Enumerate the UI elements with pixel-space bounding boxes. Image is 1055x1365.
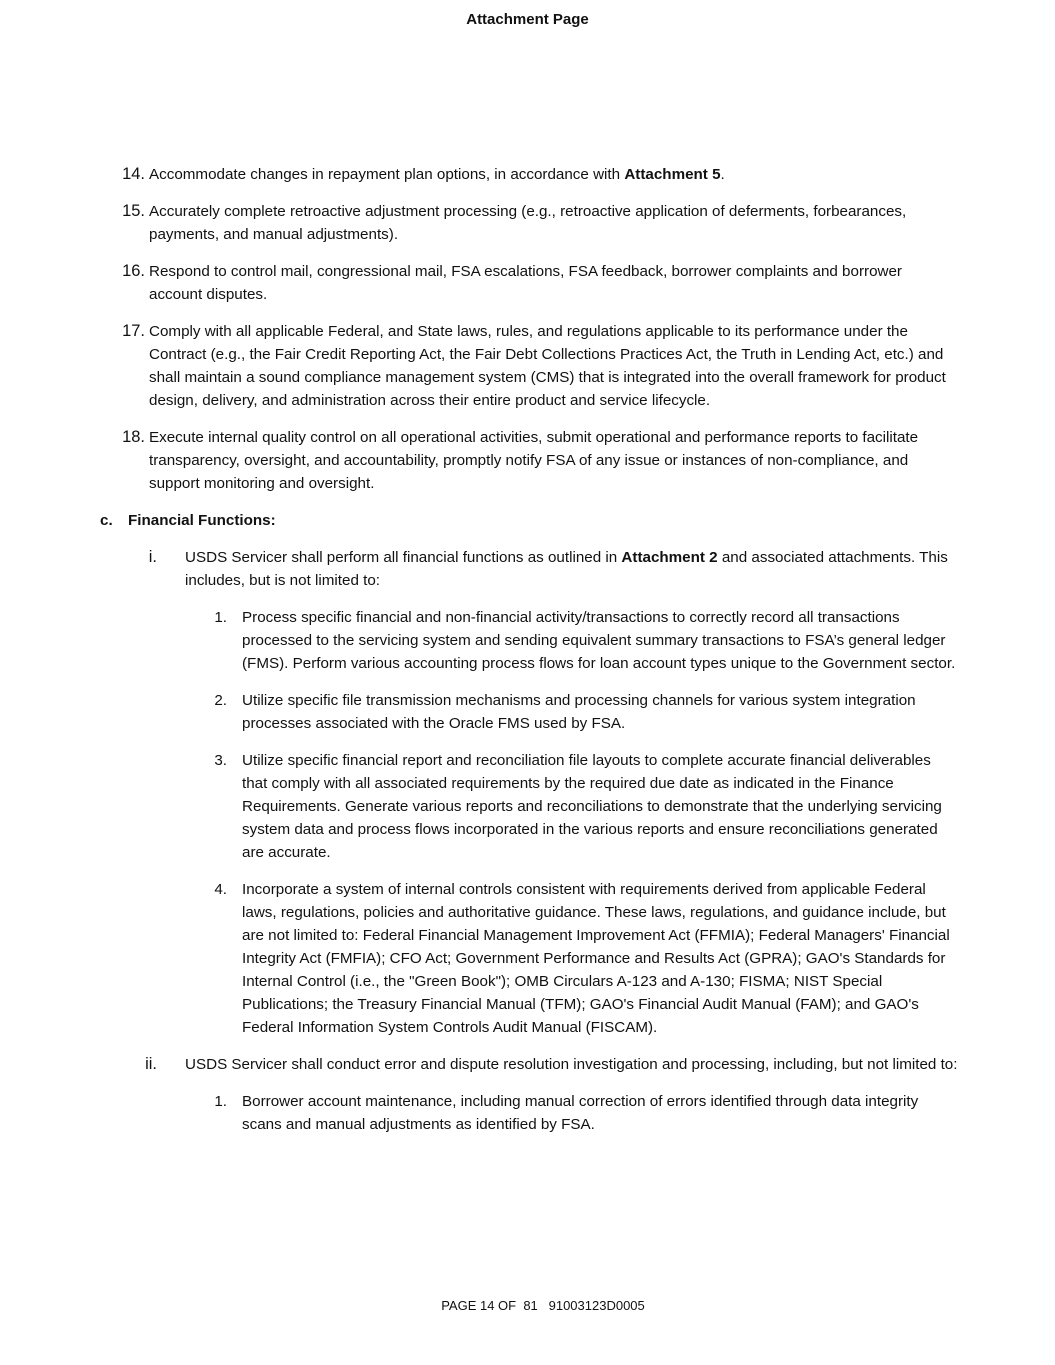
item-text: Process specific financial and non-financial activity/transactions to correctly record all transactions processed to the servicing system and sending equivalent summary transactions to FSA’s general ledger (FMS). Perform various accounting process flows for loan account types unique to the Government sector. [242,609,956,672]
item-number: i. [148,548,157,566]
item-number: 15. [122,202,145,220]
item-number: 18. [122,428,145,446]
list-item-14 [0,163,1055,186]
item-number: 14. [122,165,145,183]
item-text: Incorporate a system of internal controls consistent with requirements derived from applicable Federal laws, regulations, policies and authoritative guidance. These laws, regulations, and guidance include, but are not limited to: Federal Financial Management Improvement Act (FFMIA); Federal Managers' Financial Integrity Act (FMFIA); CFO Act; Government Performance and Results Act (GPRA); GAO's Standards for Internal Control (i.e., the "Green Book"); OMB Circulars A-123 and A-130; FISMA; NIST Special Publications; the Treasury Financial Manual (TFM); GAO's Financial Audit Manual (FAM); and GAO's Federal Information System Controls Audit Manual (FISCAM). [242,881,950,1036]
item-text: USDS Servicer shall conduct error and dispute resolution investigation and processing, including, but not limited to: [185,1056,958,1073]
item-text: Utilize specific financial report and reconciliation file layouts to complete accurate financial deliverables that comply with all associated requirements by the required due date as indicated in the Finance Requirements. Generate various reports and reconciliations to demonstrate that the underlying servicing system data and process flows incorporated in the various reports and ensure reconciliations generated are accurate. [242,752,942,861]
item-number: ii. [145,1055,157,1073]
list-item-15 [0,200,1055,246]
document-body [0,163,1055,1150]
list-item-16 [0,260,1055,306]
item-text: Borrower account maintenance, including manual correction of errors identified through data integrity scans and manual adjustments as identified by FSA. [242,1093,919,1133]
item-number: 16. [122,262,145,280]
attachment-reference: Attachment 5 [624,166,721,183]
sub-item-1 [0,1090,1055,1136]
section-label: c. [100,512,113,529]
item-text: Execute internal quality control on all operational activities, submit operational and performance reports to facilitate transparency, oversight, and accountability, promptly notify FSA of any issue or instances of non-compliance, and support monitoring and oversight. [149,429,919,492]
item-number: 1. [214,609,227,626]
page-footer: PAGE 14 OF 81 91003123D0005 [441,1298,645,1313]
item-text: Comply with all applicable Federal, and State laws, rules, and regulations applicable to its performance under the Contract (e.g., the Fair Credit Reporting Act, the Fair Debt Collections Practices Act, the Truth in Lending Act, etc.) and shall maintain a sound compliance management system (CMS) that is integrated into the overall framework for product design, delivery, and administration across their entire product and service lifecycle. [149,323,946,409]
roman-item-ii [0,1053,1055,1076]
sub-item-2 [0,689,1055,735]
list-item-18 [0,426,1055,495]
item-text: USDS Servicer shall perform all financial functions as outlined in Attachment 2 and associated attachments. This includes, but is not limited to: [185,549,948,589]
item-text: Accurately complete retroactive adjustment processing (e.g., retroactive application of deferments, forbearances, payments, and manual adjustments). [149,203,907,243]
item-number: 2. [214,692,227,709]
attachment-reference: Attachment 2 [621,549,718,566]
list-item-17 [0,320,1055,412]
item-number: 1. [214,1093,227,1110]
section-heading-financial-functions [100,509,1055,532]
sub-item-3 [0,749,1055,864]
item-text: Respond to control mail, congressional mail, FSA escalations, FSA feedback, borrower complaints and borrower account disputes. [149,263,902,303]
item-text: Utilize specific file transmission mechanisms and processing channels for various system integration processes associated with the Oracle FMS used by FSA. [242,692,916,732]
page-header: Attachment Page [466,11,589,28]
item-number: 4. [214,881,227,898]
sub-item-4 [0,878,1055,1039]
item-number: 17. [122,322,145,340]
sub-item-1 [0,606,1055,675]
item-text: Accommodate changes in repayment plan options, in accordance with Attachment 5. [149,166,725,183]
roman-item-i [0,546,1055,592]
item-number: 3. [214,752,227,769]
section-title: Financial Functions: [128,512,276,529]
